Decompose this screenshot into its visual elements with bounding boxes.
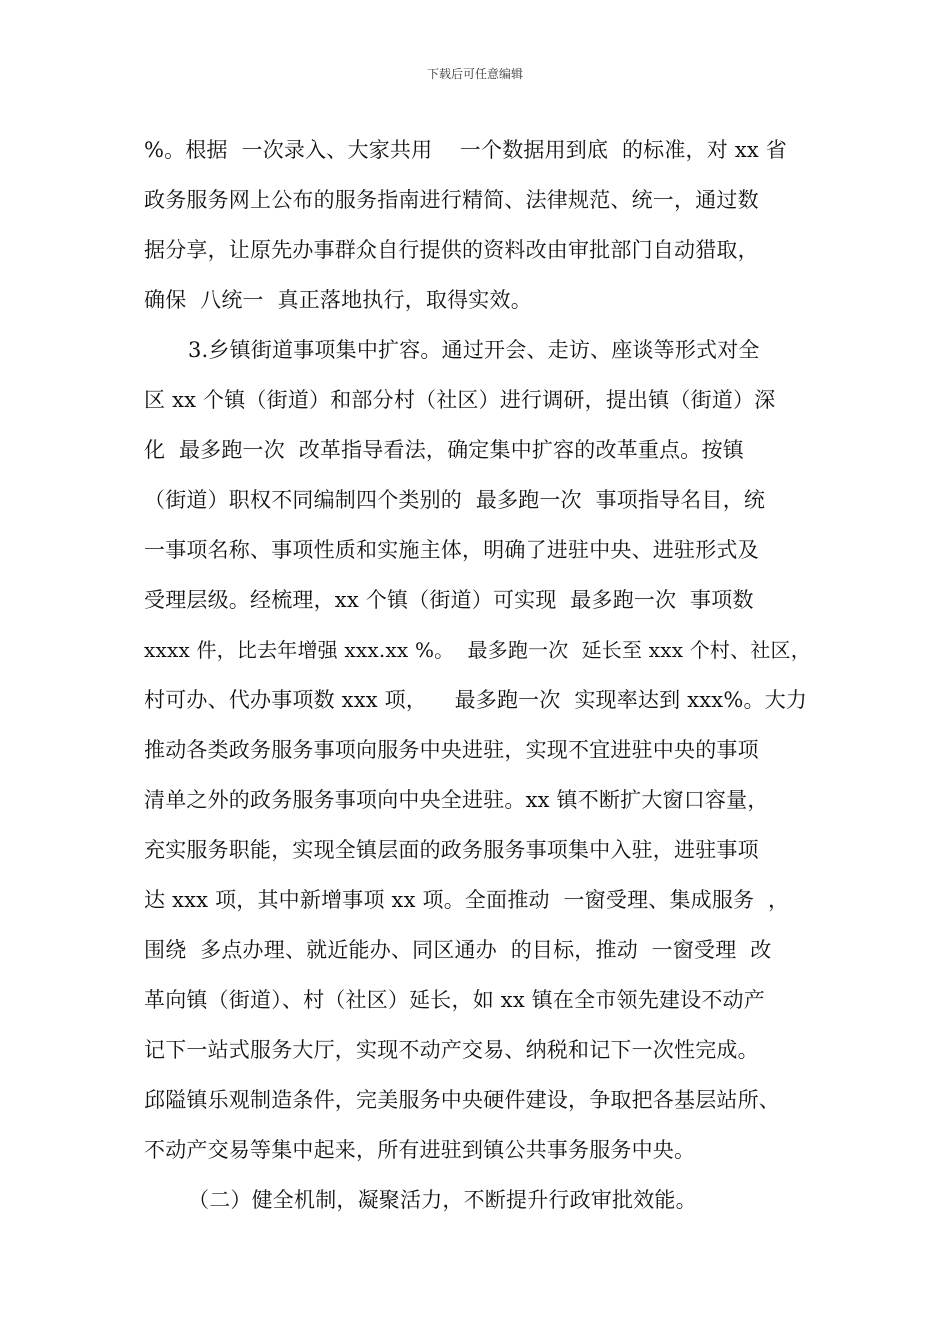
body-line-16: 达 xxx 项，其中新增事项 xx 项。全面推动 一窗受理、集成服务 ， xyxy=(144,888,790,912)
body-line-6: 区 xx 个镇（街道）和部分村（社区）进行调研，提出镇（街道）深 xyxy=(144,388,776,412)
body-line-19: 记下一站式服务大厅，实现不动产交易、纳税和记下一次性完成。 xyxy=(144,1038,759,1062)
body-line-13: 推动各类政务服务事项向服务中央进驻，实现不宜进驻中央的事项 xyxy=(144,738,759,762)
body-line-15: 充实服务职能，实现全镇层面的政务服务事项集中入驻，进驻事项 xyxy=(144,838,759,862)
body-line-17: 围绕 多点办理、就近能办、同区通办 的目标，推动 一窗受理 改 xyxy=(144,938,772,962)
body-line-4: 确保 八统一 真正落地执行，取得实效。 xyxy=(144,288,532,312)
body-line-11: xxxx 件，比去年增强 xxx.xx %。 最多跑一次 延长至 xxx 个村、社区， xyxy=(144,638,811,662)
body-line-10: 受理层级。经梳理，xx 个镇（街道）可实现 最多跑一次 事项数 xyxy=(144,588,754,612)
body-line-21: 不动产交易等集中起来，所有进驻到镇公共事务服务中央。 xyxy=(144,1138,696,1162)
body-line-2: 政务服务网上公布的服务指南进行精简、法律规范、统一，通过数 xyxy=(144,188,759,212)
page-header-note: 下载后可任意编辑 xyxy=(426,67,523,81)
body-line-14: 清单之外的政务服务事项向中央全进驻。xx 镇不断扩大窗口容量， xyxy=(144,788,769,812)
body-line-1: %。根据 一次录入、大家共用 一个数据用到底 的标准，对 xx 省 xyxy=(144,138,787,162)
body-line-3: 据分享，让原先办事群众自行提供的资料改由审批部门自动猎取， xyxy=(144,238,759,262)
body-line-9: 一事项名称、事项性质和实施主体，明确了进驻中央、进驻形式及 xyxy=(144,538,759,562)
body-line-20: 邱隘镇乐观制造条件，完美服务中央硬件建设，争取把各基层站所、 xyxy=(144,1088,780,1112)
section-heading-2: （二）健全机制，凝聚活力，不断提升行政审批效能。 xyxy=(188,1188,697,1212)
body-line-18: 革向镇（街道）、村（社区）延长，如 xx 镇在全市领先建设不动产 xyxy=(144,988,765,1012)
body-line-8: （街道）职权不同编制四个类别的 最多跑一次 事项指导名目，统 xyxy=(144,488,766,512)
body-line-7: 化 最多跑一次 改革指导看法，确定集中扩容的改革重点。按镇 xyxy=(144,438,744,462)
body-line-12: 村可办、代办事项数 xxx 项， 最多跑一次 实现率达到 xxx%。大力 xyxy=(144,688,808,712)
section-item-3-heading: 3.乡镇街道事项集中扩容。通过开会、走访、座谈等形式对全 xyxy=(188,338,760,362)
document-body xyxy=(144,131,814,1231)
